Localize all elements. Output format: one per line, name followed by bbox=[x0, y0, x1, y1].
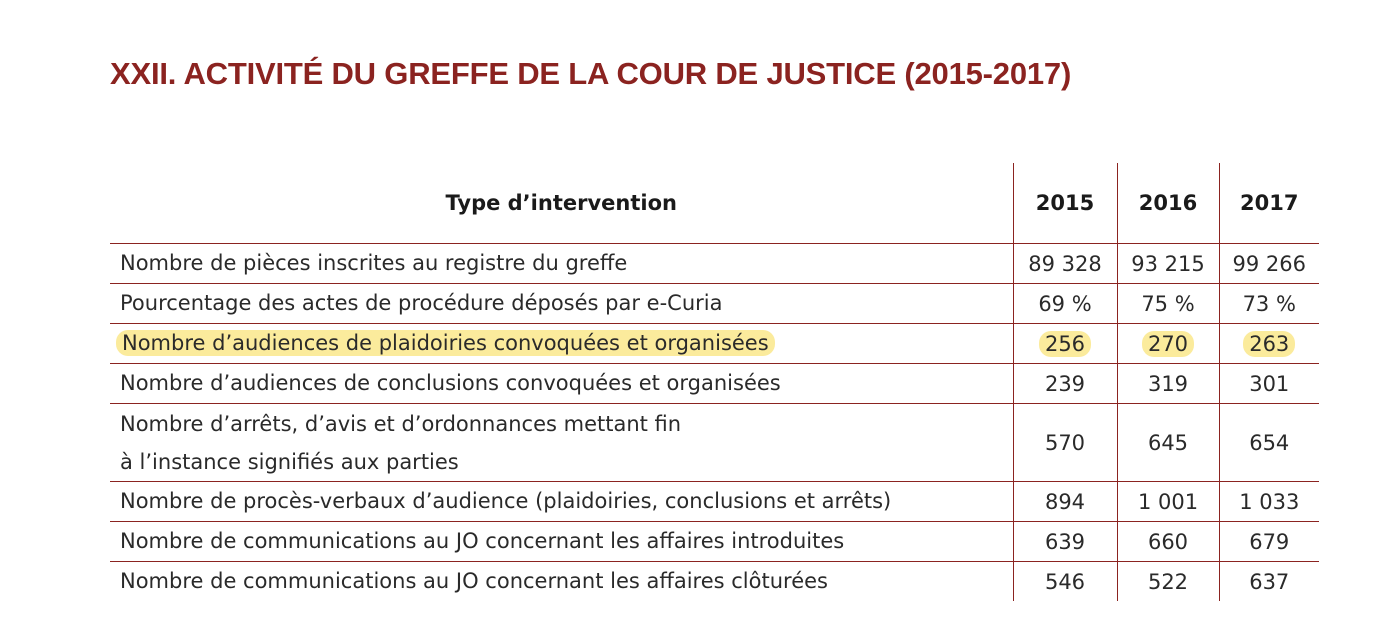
highlight-mark: Nombre d’audiences de plaidoiries convoquées et organisées bbox=[116, 330, 775, 356]
row-value-2016: 93 215 bbox=[1117, 244, 1219, 284]
row-value-2016: 660 bbox=[1117, 522, 1219, 562]
table-row bbox=[110, 522, 1319, 562]
row-value-2015: 570 bbox=[1013, 404, 1117, 482]
row-value-2016 bbox=[1117, 324, 1219, 364]
row-label: Nombre de communications au JO concernant les affaires introduites bbox=[110, 522, 1013, 562]
row-value-2017: 73 % bbox=[1219, 284, 1319, 324]
row-value-2016: 645 bbox=[1117, 404, 1219, 482]
header-year-2015: 2015 bbox=[1013, 163, 1117, 244]
row-value-2017: 637 bbox=[1219, 562, 1319, 602]
header-year-2017: 2017 bbox=[1219, 163, 1319, 244]
row-label: Nombre d’audiences de conclusions convoquées et organisées bbox=[110, 364, 1013, 404]
table-row bbox=[110, 364, 1319, 404]
row-value-2017: 1 033 bbox=[1219, 482, 1319, 522]
row-label: Nombre de procès-verbaux d’audience (plaidoiries, conclusions et arrêts) bbox=[110, 482, 1013, 522]
table-header-row bbox=[110, 163, 1319, 244]
table-row bbox=[110, 404, 1319, 482]
table-row-highlighted bbox=[110, 324, 1319, 364]
row-value-2017 bbox=[1219, 324, 1319, 364]
row-value-2017: 654 bbox=[1219, 404, 1319, 482]
highlight-mark: 270 bbox=[1142, 331, 1194, 357]
row-value-2015 bbox=[1013, 324, 1117, 364]
row-value-2015: 239 bbox=[1013, 364, 1117, 404]
row-value-2016: 319 bbox=[1117, 364, 1219, 404]
highlight-mark: 263 bbox=[1243, 331, 1295, 357]
page-title: XXII. ACTIVITÉ DU GREFFE DE LA COUR DE JUSTICE (2015-2017) bbox=[110, 56, 1072, 91]
row-label: Nombre de communications au JO concernant les affaires clôturées bbox=[120, 569, 828, 593]
table-row bbox=[110, 284, 1319, 324]
row-value-2017: 679 bbox=[1219, 522, 1319, 562]
row-value-2016: 1 001 bbox=[1117, 482, 1219, 522]
row-label bbox=[110, 324, 1013, 364]
row-value-2015: 894 bbox=[1013, 482, 1117, 522]
row-label: Pourcentage des actes de procédure déposés par e-Curia bbox=[110, 284, 1013, 324]
row-value-2017: 301 bbox=[1219, 364, 1319, 404]
table-row bbox=[110, 244, 1319, 284]
row-label-line-1: Nombre d’arrêts, d’avis et d’ordonnances mettant fin bbox=[120, 411, 682, 436]
table-row bbox=[110, 482, 1319, 522]
row-value-2015: 69 % bbox=[1013, 284, 1117, 324]
activity-table bbox=[110, 163, 1319, 601]
row-value-2015: 89 328 bbox=[1013, 244, 1117, 284]
row-value-2015: 639 bbox=[1013, 522, 1117, 562]
table-row bbox=[110, 562, 1319, 602]
activity-table-container bbox=[110, 163, 1319, 601]
row-value-2017: 99 266 bbox=[1219, 244, 1319, 284]
row-value-2016: 522 bbox=[1117, 562, 1219, 602]
header-year-2016: 2016 bbox=[1117, 163, 1219, 244]
row-label: Nombre de pièces inscrites au registre du greffe bbox=[110, 244, 1013, 284]
row-label-line-2: à l’instance signifiés aux parties bbox=[120, 449, 459, 474]
highlight-mark: 256 bbox=[1039, 331, 1091, 357]
header-type: Type d’intervention bbox=[110, 163, 1013, 244]
row-label bbox=[110, 404, 1013, 482]
row-value-2016: 75 % bbox=[1117, 284, 1219, 324]
row-value-2015: 546 bbox=[1013, 562, 1117, 602]
